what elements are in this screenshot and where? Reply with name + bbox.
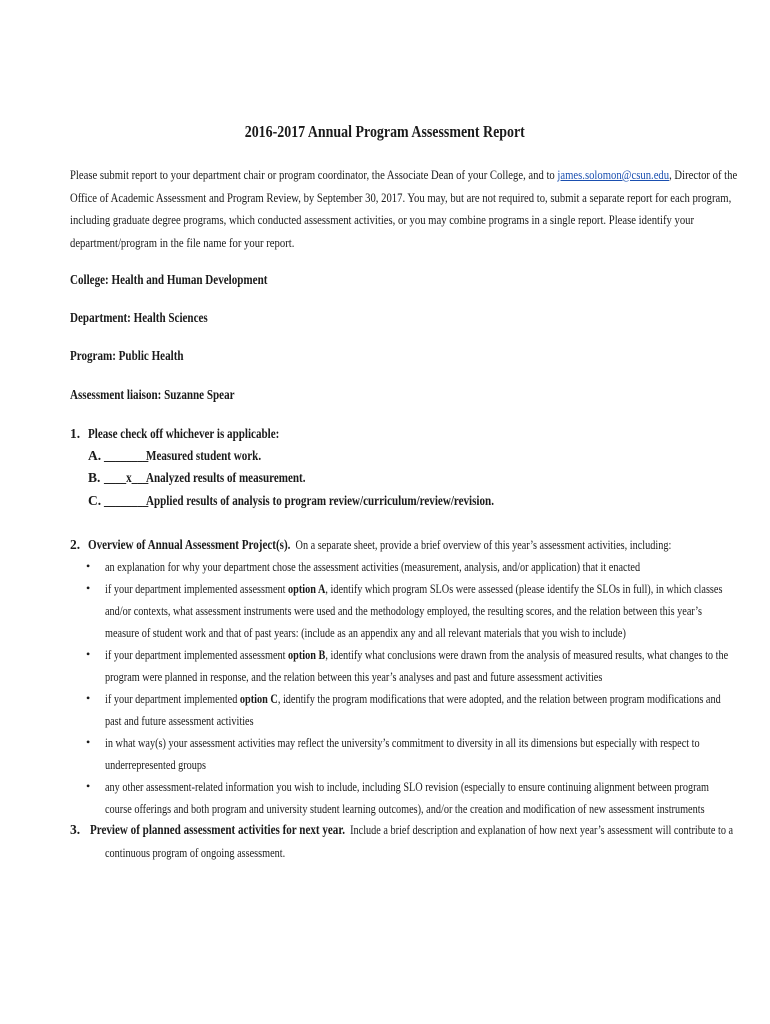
program-field: Program: Public Health <box>70 348 184 363</box>
bullet-symbol: • <box>86 779 91 793</box>
page-title: 2016-2017 Annual Program Assessment Report <box>244 122 526 141</box>
option-c-blank[interactable]: ________ <box>104 493 149 508</box>
section-2-heading: Overview of Annual Assessment Project(s). On a separate sheet, provide a brief overview of this year’s assessment activities, including: <box>88 537 672 552</box>
bullet-symbol: • <box>86 647 91 661</box>
section-1-heading: Please check off whichever is applicable: <box>88 426 280 441</box>
section-1-number: 1. <box>70 426 81 441</box>
bullet-item: an explanation for why your department chose the assessment activities (measurement, analysis, and/or application) that it enacted <box>105 560 641 574</box>
option-b-letter: B. <box>88 470 101 485</box>
intro-line: Please submit report to your department chair or program coordinator, the Associate Dean of your College, and to james.solomon@csun.edu, Director of the <box>70 167 738 182</box>
option-c-letter: C. <box>88 493 102 508</box>
college-field: College: Health and Human Development <box>70 272 268 287</box>
option-a-letter: A. <box>88 448 102 463</box>
option-c-label: Applied results of analysis to program review/curriculum/review/revision. <box>146 493 494 508</box>
intro-line: department/program in the file name for your report. <box>70 234 295 250</box>
bullet-symbol: • <box>86 691 91 705</box>
bullet-symbol: • <box>86 559 91 573</box>
bullet-symbol: • <box>86 735 91 749</box>
liaison-field: Assessment liaison: Suzanne Spear <box>70 387 235 402</box>
option-b-blank[interactable]: ____x___ <box>104 470 149 485</box>
intro-line: including graduate degree programs, which conducted assessment activities, or you may combine programs in a single report. Please identify your <box>70 212 695 227</box>
bullet-item: if your department implemented assessment option A, identify which program SLOs were assessed (please identify the SLOs in full), in which classes and/or contexts, what assessment instruments were used and the methodology employed, the resulting scores, and the relation between this year’s measure of student work and that of past years: (include as an appendix any and all relevant materials that you wish to include) <box>105 582 723 640</box>
bullet-item: any other assessment-related information you wish to include, including SLO revision (especially to ensure continuing alignment between program course offerings and both program and university student learning outcomes), and/or the creation and modification of new assessment instruments <box>105 780 710 816</box>
option-a-label: Measured student work. <box>146 448 262 463</box>
bullet-item: if your department implemented option C, identify the program modifications that were adopted, and the relation between program modifications and past and future assessment activities <box>105 692 721 728</box>
section-3-number: 3. <box>70 822 81 837</box>
section-2-number: 2. <box>70 537 81 552</box>
bullet-symbol: • <box>86 581 91 595</box>
department-field: Department: Health Sciences <box>70 310 208 325</box>
email-link[interactable]: james.solomon@csun.edu <box>557 167 670 182</box>
section-3-heading: Preview of planned assessment activities for next year. Include a brief description and explanation of how next year’s assessment will contribute to a <box>90 822 734 837</box>
section-3-continuation: continuous program of ongoing assessment. <box>105 846 286 860</box>
bullet-item: in what way(s) your assessment activities may reflect the university’s commitment to diversity in all its dimensions but especially with respect to underrepresented groups <box>105 736 700 772</box>
intro-paragraph <box>70 164 770 254</box>
intro-line: Office of Academic Assessment and Program Review, by September 30, 2017. You may, but are not required to, submit a separate report for each program, <box>70 189 732 205</box>
bullet-item: if your department implemented assessment option B, identify what conclusions were drawn from the analysis of measured results, what changes to the program were planned in response, and the relation between this year’s analyses and past and future assessment activities <box>105 648 729 684</box>
option-a-blank[interactable]: ________ <box>104 448 149 463</box>
option-b-label: Analyzed results of measurement. <box>146 470 306 485</box>
